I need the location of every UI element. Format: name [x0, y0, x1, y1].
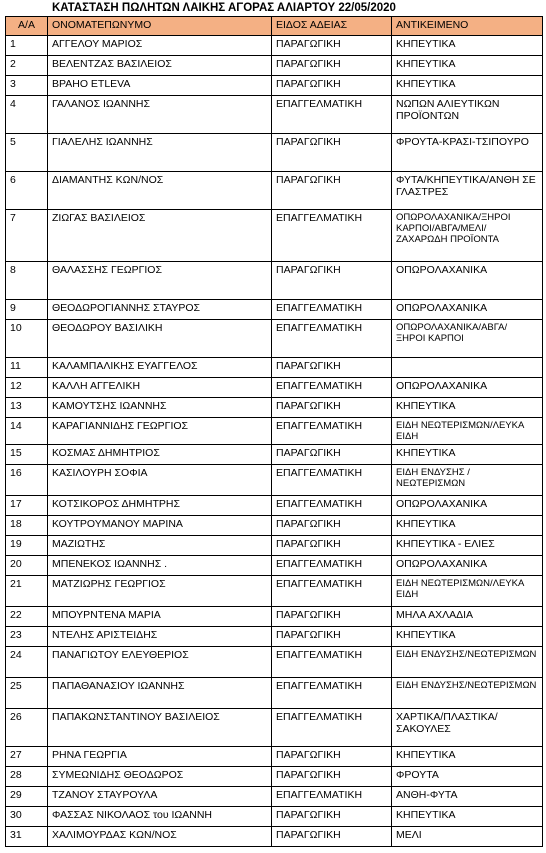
cell-object: ΦΡΟΥΤΑ-ΚΡΑΣΙ-ΤΣΙΠΟΥΡΟ [392, 134, 543, 172]
cell-name: ΘΕΟΔΩΡΟΓΙΑΝΝΗΣ ΣΤΑΥΡΟΣ [48, 300, 272, 320]
cell-object: ΟΠΩΡΟΛΑΧΑΝΙΚΑ [392, 262, 543, 300]
cell-object: ΚΗΠΕΥΤΙΚΑ [392, 516, 543, 536]
cell-num: 31 [6, 827, 48, 847]
cell-license: ΕΠΑΓΓΕΛΜΑΤΙΚΗ [272, 378, 392, 398]
cell-num: 21 [6, 576, 48, 607]
cell-object: ΟΠΩΡΟΛΑΧΑΝΙΚΑ [392, 496, 543, 516]
cell-license: ΠΑΡΑΓΩΓΙΚΗ [272, 607, 392, 627]
cell-object: ΚΗΠΕΥΤΙΚΑ [392, 445, 543, 465]
table-row [6, 627, 543, 647]
table-row [6, 747, 543, 767]
cell-name: ΓΑΛΑΝΟΣ ΙΩΑΝΝΗΣ [48, 96, 272, 134]
table-row [6, 767, 543, 787]
cell-name: ΤΖΑΝΟΥ ΣΤΑΥΡΟΥΛΑ [48, 787, 272, 807]
table-row [6, 678, 543, 709]
cell-name: ΚΑΛΛΗ ΑΓΓΕΛΙΚΗ [48, 378, 272, 398]
document-title: ΚΑΤΑΣΤΑΣΗ ΠΩΛΗΤΩΝ ΛΑΙΚΗΣ ΑΓΟΡΑΣ ΑΛΙΑΡΤΟΥ 22/05/2020 [52, 2, 396, 14]
table-row [6, 134, 543, 172]
table-row [6, 210, 543, 262]
cell-license: ΕΠΑΓΓΕΛΜΑΤΙΚΗ [272, 320, 392, 358]
cell-object: ΟΠΩΡΟΛΑΧΑΝΙΚΑ/ΞΗΡΟΙ ΚΑΡΠΟΙ/ΑΒΓΑ/ΜΕΛΙ/ ΖΑΧΑΡΩΔΗ ΠΡΟΪΟΝΤΑ [392, 210, 543, 262]
cell-num: 4 [6, 96, 48, 134]
cell-object: ΚΗΠΕΥΤΙΚΑ [392, 76, 543, 96]
cell-license: ΠΑΡΑΓΩΓΙΚΗ [272, 56, 392, 76]
cell-name: ΚΑΡΑΓΙΑΝΝΙΔΗΣ ΓΕΩΡΓΙΟΣ [48, 418, 272, 445]
table-row [6, 262, 543, 300]
cell-object: ΚΗΠΕΥΤΙΚΑ [392, 36, 543, 56]
cell-num: 27 [6, 747, 48, 767]
table-row [6, 320, 543, 358]
cell-license: ΠΑΡΑΓΩΓΙΚΗ [272, 536, 392, 556]
cell-name: ΠΑΠΑΚΩΝΣΤΑΝΤΙΝΟΥ ΒΑΣΙΛΕΙΟΣ [48, 709, 272, 747]
table-row [6, 516, 543, 536]
cell-license: ΠΑΡΑΓΩΓΙΚΗ [272, 747, 392, 767]
table-row [6, 76, 543, 96]
cell-license: ΕΠΑΓΓΕΛΜΑΤΙΚΗ [272, 300, 392, 320]
cell-license: ΕΠΑΓΓΕΛΜΑΤΙΚΗ [272, 96, 392, 134]
cell-num: 28 [6, 767, 48, 787]
cell-num: 7 [6, 210, 48, 262]
cell-license: ΠΑΡΑΓΩΓΙΚΗ [272, 767, 392, 787]
table-row [6, 36, 543, 56]
table-row [6, 358, 543, 378]
cell-name: ΑΓΓΕΛΟΥ ΜΑΡΙΟΣ [48, 36, 272, 56]
cell-num: 11 [6, 358, 48, 378]
cell-license: ΕΠΑΓΓΕΛΜΑΤΙΚΗ [272, 678, 392, 709]
cell-num: 23 [6, 627, 48, 647]
cell-object: ΟΠΩΡΟΛΑΧΑΝΙΚΑ [392, 378, 543, 398]
cell-license: ΕΠΑΓΓΕΛΜΑΤΙΚΗ [272, 210, 392, 262]
cell-name: ΡΗΝΑ ΓΕΩΡΓΙΑ [48, 747, 272, 767]
cell-license: ΕΠΑΓΓΕΛΜΑΤΙΚΗ [272, 787, 392, 807]
cell-name: ΚΑΛΑΜΠΑΛΙΚΗΣ ΕΥΑΓΓΕΛΟΣ [48, 358, 272, 378]
cell-num: 12 [6, 378, 48, 398]
cell-name: ΜΑΤΖΙΩΡΗΣ ΓΕΩΡΓΙΟΣ [48, 576, 272, 607]
table-row [6, 445, 543, 465]
cell-object: ΦΥΤΑ/ΚΗΠΕΥΤΙΚΑ/ΑΝΘΗ ΣΕ ΓΛΑΣΤΡΕΣ [392, 172, 543, 210]
cell-num: 3 [6, 76, 48, 96]
cell-num: 1 [6, 36, 48, 56]
cell-num: 22 [6, 607, 48, 627]
table-row [6, 56, 543, 76]
cell-name: ΚΟΣΜΑΣ ΔΗΜΗΤΡΙΟΣ [48, 445, 272, 465]
cell-object: ΟΠΩΡΟΛΑΧΑΝΙΚΑ/ΑΒΓΑ/ ΞΗΡΟΙ ΚΑΡΠΟΙ [392, 320, 543, 358]
table-row [6, 398, 543, 418]
cell-object: ΟΠΩΡΟΛΑΧΑΝΙΚΑ [392, 556, 543, 576]
cell-num: 16 [6, 465, 48, 496]
table-row [6, 709, 543, 747]
cell-num: 6 [6, 172, 48, 210]
cell-license: ΕΠΑΓΓΕΛΜΑΤΙΚΗ [272, 418, 392, 445]
cell-license: ΠΑΡΑΓΩΓΙΚΗ [272, 262, 392, 300]
cell-name: ΜΑΖΙΩΤΗΣ [48, 536, 272, 556]
cell-num: 25 [6, 678, 48, 709]
table-row [6, 300, 543, 320]
cell-object: ΕΙΔΗ ΝΕΩΤΕΡΙΣΜΩΝ/ΛΕΥΚΑ ΕΙΔΗ [392, 576, 543, 607]
cell-name: ΣΥΜΕΩΝΙΔΗΣ ΘΕΟΔΩΡΟΣ [48, 767, 272, 787]
table-row [6, 556, 543, 576]
cell-name: ΚΟΤΣΙΚΟΡΟΣ ΔΗΜΗΤΡΗΣ [48, 496, 272, 516]
cell-name: ΚΑΜΟΥΤΣΗΣ ΙΩΑΝΝΗΣ [48, 398, 272, 418]
table-row [6, 576, 543, 607]
cell-license: ΠΑΡΑΓΩΓΙΚΗ [272, 358, 392, 378]
cell-num: 29 [6, 787, 48, 807]
cell-license: ΠΑΡΑΓΩΓΙΚΗ [272, 516, 392, 536]
cell-license: ΠΑΡΑΓΩΓΙΚΗ [272, 827, 392, 847]
table-row [6, 465, 543, 496]
header-object: ΑΝΤΙΚΕΙΜΕΝΟ [392, 17, 543, 36]
cell-license: ΠΑΡΑΓΩΓΙΚΗ [272, 36, 392, 56]
cell-object: ΜΗΛΑ ΑΧΛΑΔΙΑ [392, 607, 543, 627]
cell-license: ΠΑΡΑΓΩΓΙΚΗ [272, 627, 392, 647]
cell-object: ΦΡΟΥΤΑ [392, 767, 543, 787]
cell-license: ΠΑΡΑΓΩΓΙΚΗ [272, 807, 392, 827]
cell-name: ΚΑΣΙΛΟΥΡΗ ΣΟΦΙΑ [48, 465, 272, 496]
cell-license: ΠΑΡΑΓΩΓΙΚΗ [272, 398, 392, 418]
cell-license: ΠΑΡΑΓΩΓΙΚΗ [272, 76, 392, 96]
cell-object: ΜΕΛΙ [392, 827, 543, 847]
cell-num: 18 [6, 516, 48, 536]
cell-object: ΟΠΩΡΟΛΑΧΑΝΙΚΑ [392, 300, 543, 320]
table-header-row [6, 17, 543, 36]
table-row [6, 827, 543, 847]
table-row [6, 536, 543, 556]
cell-object: ΝΩΠΩΝ ΑΛΙΕΥΤΙΚΩΝ ΠΡΟΪΟΝΤΩΝ [392, 96, 543, 134]
cell-object: ΚΗΠΕΥΤΙΚΑ [392, 747, 543, 767]
cell-name: ΒΕΛΕΝΤΖΑΣ ΒΑΣΙΛΕΙΟΣ [48, 56, 272, 76]
cell-object: ΚΗΠΕΥΤΙΚΑ [392, 56, 543, 76]
header-name: ΟΝΟΜΑΤΕΠΩΝΥΜΟ [48, 17, 272, 36]
cell-object: ΚΗΠΕΥΤΙΚΑ [392, 398, 543, 418]
cell-name: ΔΙΑΜΑΝΤΗΣ ΚΩΝ/ΝΟΣ [48, 172, 272, 210]
cell-object [392, 358, 543, 378]
cell-license: ΕΠΑΓΓΕΛΜΑΤΙΚΗ [272, 496, 392, 516]
cell-name: ΒΡΑΗΟ ETLEVA [48, 76, 272, 96]
cell-num: 10 [6, 320, 48, 358]
cell-object: ΕΙΔΗ ΕΝΔΥΣΗΣ/ΝΕΩΤΕΡΙΣΜΩΝ [392, 678, 543, 709]
cell-name: ΧΑΛΙΜΟΥΡΔΑΣ ΚΩΝ/ΝΟΣ [48, 827, 272, 847]
table-row [6, 496, 543, 516]
cell-name: ΚΟΥΤΡΟΥΜΑΝΟΥ ΜΑΡΙΝΑ [48, 516, 272, 536]
table-row [6, 647, 543, 678]
cell-name: ΘΕΟΔΩΡΟΥ ΒΑΣΙΛΙΚΗ [48, 320, 272, 358]
cell-num: 13 [6, 398, 48, 418]
cell-license: ΠΑΡΑΓΩΓΙΚΗ [272, 445, 392, 465]
cell-name: ΠΑΝΑΓΙΩΤΟΥ ΕΛΕΥΘΕΡΙΟΣ [48, 647, 272, 678]
cell-num: 24 [6, 647, 48, 678]
cell-license: ΕΠΑΓΓΕΛΜΑΤΙΚΗ [272, 647, 392, 678]
cell-license: ΕΠΑΓΓΕΛΜΑΤΙΚΗ [272, 576, 392, 607]
cell-num: 5 [6, 134, 48, 172]
vendors-table [5, 16, 543, 847]
cell-num: 30 [6, 807, 48, 827]
cell-num: 2 [6, 56, 48, 76]
table-row [6, 807, 543, 827]
cell-name: ΜΠΟΥΡΝΤΕΝΑ ΜΑΡΙΑ [48, 607, 272, 627]
cell-name: ΓΙΑΛΕΛΗΣ ΙΩΑΝΝΗΣ [48, 134, 272, 172]
cell-num: 8 [6, 262, 48, 300]
cell-object: ΕΙΔΗ ΝΕΩΤΕΡΙΣΜΩΝ/ΛΕΥΚΑ ΕΙΔΗ [392, 418, 543, 445]
table-row [6, 787, 543, 807]
cell-name: ΜΠΕΝΕΚΟΣ ΙΩΑΝΝΗΣ . [48, 556, 272, 576]
cell-name: ΝΤΕΛΗΣ ΑΡΙΣΤΕΙΔΗΣ [48, 627, 272, 647]
table-row [6, 607, 543, 627]
cell-object: ΚΗΠΕΥΤΙΚΑ [392, 807, 543, 827]
table-row [6, 172, 543, 210]
header-num: Α/Α [6, 17, 48, 36]
cell-num: 20 [6, 556, 48, 576]
cell-license: ΕΠΑΓΓΕΛΜΑΤΙΚΗ [272, 556, 392, 576]
cell-object: ΕΙΔΗ ΕΝΔΥΣΗΣ /ΝΕΩΤΕΡΙΣΜΩΝ [392, 465, 543, 496]
cell-num: 15 [6, 445, 48, 465]
table-row [6, 96, 543, 134]
cell-num: 14 [6, 418, 48, 445]
cell-object: ΚΗΠΕΥΤΙΚΑ [392, 627, 543, 647]
cell-num: 9 [6, 300, 48, 320]
cell-num: 26 [6, 709, 48, 747]
cell-name: ΦΑΣΣΑΣ ΝΙΚΟΛΑΟΣ του ΙΩΑΝΝΗ [48, 807, 272, 827]
cell-object: ΑΝΘΗ-ΦΥΤΑ [392, 787, 543, 807]
table-row [6, 418, 543, 445]
cell-license: ΕΠΑΓΓΕΛΜΑΤΙΚΗ [272, 709, 392, 747]
cell-name: ΘΑΛΑΣΣΗΣ ΓΕΩΡΓΙΟΣ [48, 262, 272, 300]
cell-name: ΠΑΠΑΘΑΝΑΣΙΟΥ ΙΩΑΝΝΗΣ [48, 678, 272, 709]
cell-license: ΕΠΑΓΓΕΛΜΑΤΙΚΗ [272, 465, 392, 496]
cell-num: 17 [6, 496, 48, 516]
cell-num: 19 [6, 536, 48, 556]
cell-object: ΧΑΡΤΙΚΑ/ΠΛΑΣΤΙΚΑ/ ΣΑΚΟΥΛΕΣ [392, 709, 543, 747]
cell-license: ΠΑΡΑΓΩΓΙΚΗ [272, 134, 392, 172]
cell-name: ΖΙΩΓΑΣ ΒΑΣΙΛΕΙΟΣ [48, 210, 272, 262]
cell-license: ΠΑΡΑΓΩΓΙΚΗ [272, 172, 392, 210]
header-license: ΕΙΔΟΣ ΑΔΕΙΑΣ [272, 17, 392, 36]
cell-object: ΕΙΔΗ ΕΝΔΥΣΗΣ/ΝΕΩΤΕΡΙΣΜΩΝ [392, 647, 543, 678]
table-row [6, 378, 543, 398]
cell-object: ΚΗΠΕΥΤΙΚΑ - ΕΛΙΕΣ [392, 536, 543, 556]
